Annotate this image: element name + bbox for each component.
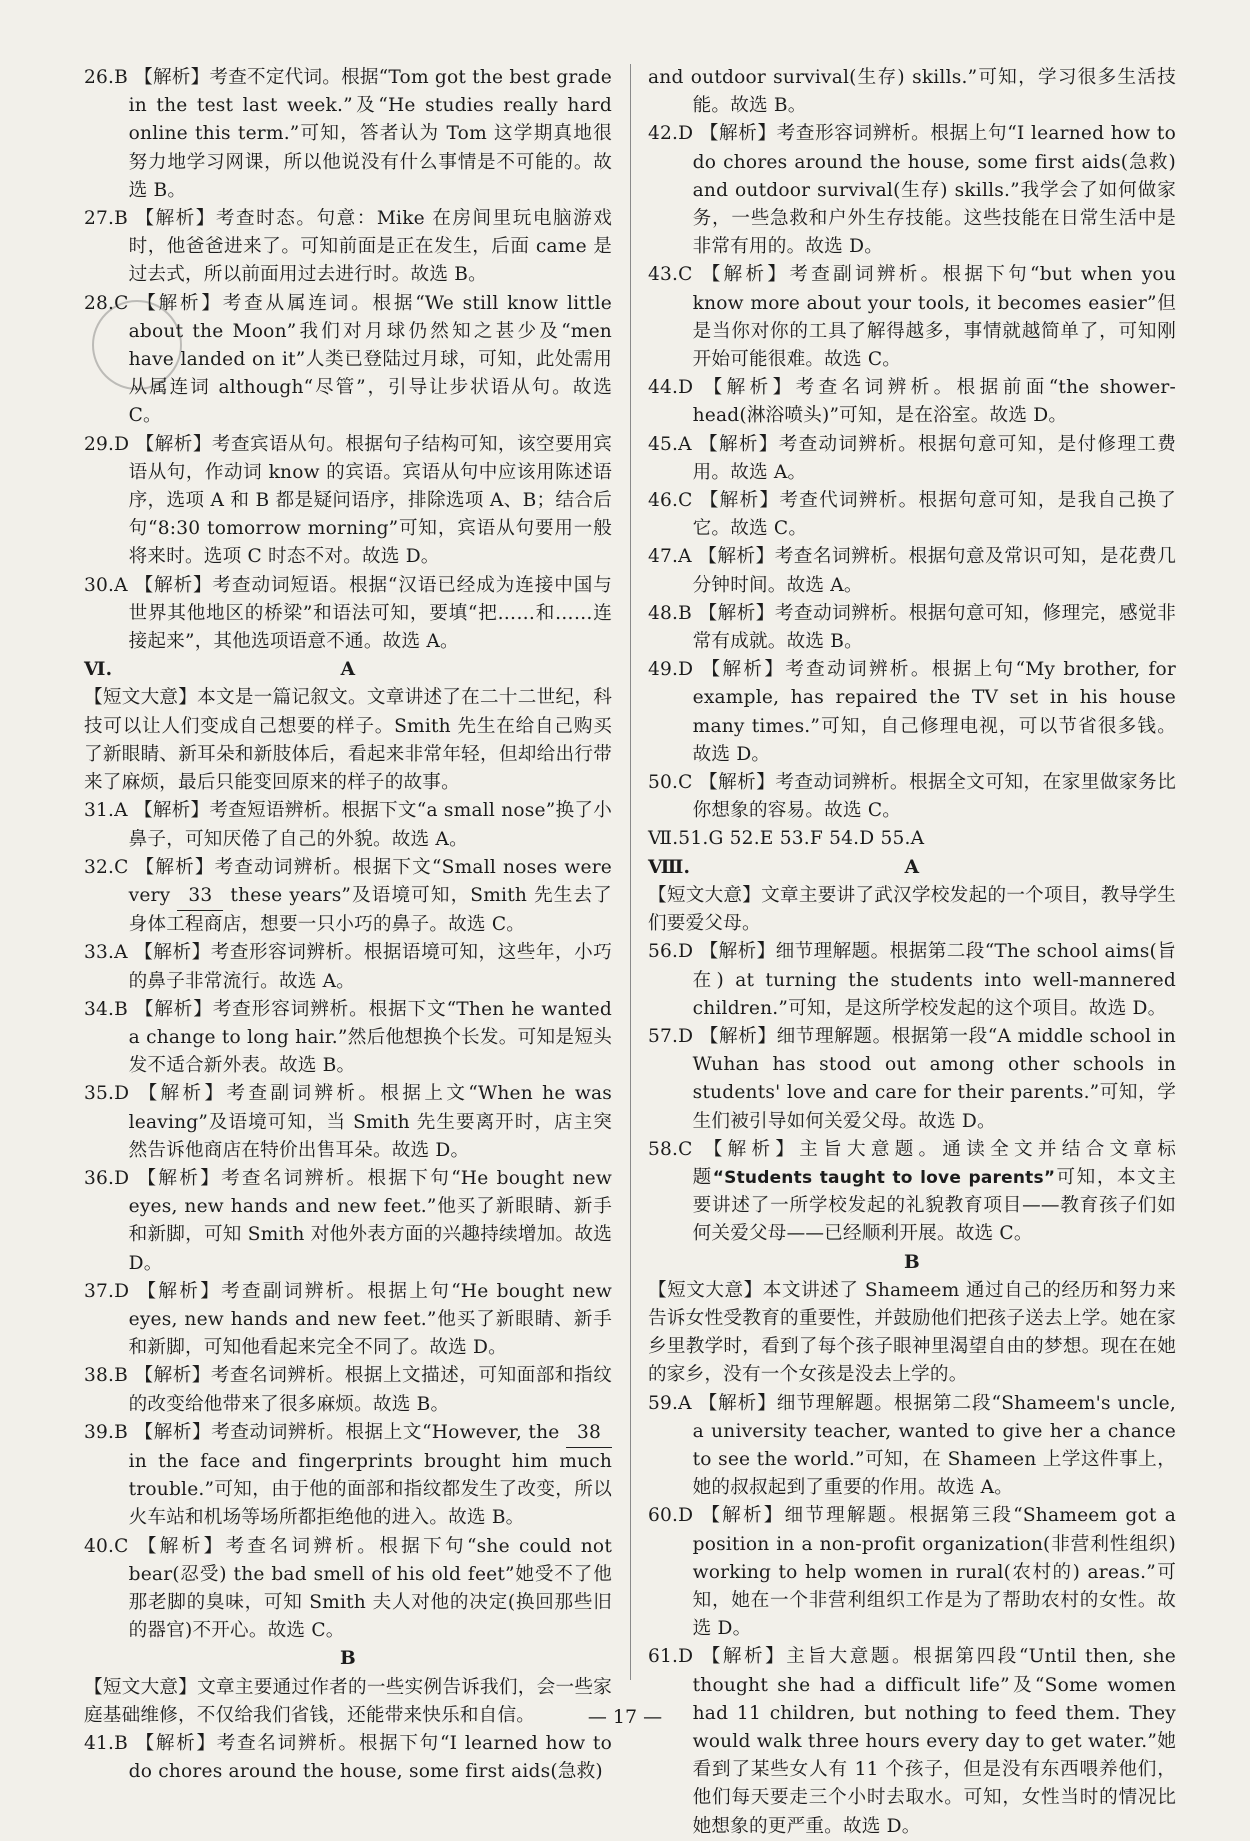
answer-39-post: in the face and fingerprints brought him much trouble.”可知，由于他的面部和指纹都发生了改变，所以火车站和机场等场所都拒绝他的进入。故选 B。 [128,1450,612,1529]
answer-28: 28.C 【解析】考查从属连词。根据“We still know little about the Moon”我们对月球仍然知之甚少及“men have landed on it”人类已登陆过月球，可知，此处需用从属连词 although“尽管”，引导让步状语从句。故选 C。 [84,292,612,427]
answer-41-continued: and outdoor survival(生存) skills.”可知，学习很多生活技能。故选 B。 [648,67,1176,117]
section-8-part-b: B [904,1251,920,1273]
answer-50: 50.C 【解析】考查动词辨析。根据全文可知，在家里做家务比你想象的容易。故选 C。 [648,772,1176,822]
answer-44: 44.D 【解析】考查名词辨析。根据前面“the shower-head(淋浴喷头)”可知，是在浴室。故选 D。 [648,377,1176,427]
page-number: — 17 — [587,1706,663,1728]
answer-26: 26.B 【解析】考查不定代词。根据“Tom got the best grade in the test last week.”及“He studies really hard online this term.”可知，答者认为 Tom 这学期真地很努力地学习网课，所以他说没有什么事情是不可能的。故选 B。 [84,67,612,201]
answer-43: 43.C 【解析】考查副词辨析。根据下句“but when you know more about your tools, it becomes easier”但是当你对你的工具了解得越多，事情就越简单了，可知刚开始可能很难。故选 C。 [648,264,1176,371]
answer-57: 57.D 【解析】细节理解题。根据第一段“A middle school in Wuhan has stood out among other schools in students' love and care for their parents.”可知，学生们被引导如何关爱父母。故选 D。 [648,1025,1176,1132]
answer-49: 49.D 【解析】考查动词辨析。根据上句“My brother, for example, has repaired the TV set in his house many times.”可知，自己修理电视，可以节省很多钱。故选 D。 [648,659,1176,765]
answer-35: 35.D 【解析】考查副词辨析。根据上文“When he was leaving”及语境可知，当 Smith 先生要离开时，店主突然告诉他商店在特价出售耳朵。故选 D。 [84,1083,612,1161]
section-8-part-a: A [904,856,920,878]
summary-8a: 【短文大意】文章主要讲了武汉学校发起的一个项目，教导学生们要爱父母。 [648,884,1176,935]
answer-39-pre: 39.B 【解析】考查动词辨析。根据上文“However, the [84,1421,560,1443]
answer-33: 33.A 【解析】考查形容词辨析。根据语境可知，这些年，小巧的鼻子非常流行。故选 A。 [84,942,612,992]
answer-58-pre: 58.C 【解析】主旨大意题。通读全文并结合文章标题 [648,1138,1176,1188]
section-8-label: Ⅷ. [648,856,691,878]
answer-38: 38.B 【解析】考查名词辨析。根据上文描述，可知面部和指纹的改变给他带来了很多麻烦。故选 B。 [84,1365,612,1415]
answer-47: 47.A 【解析】考查名词辨析。根据句意及常识可知，是花费几分钟时间。故选 A。 [648,546,1176,596]
section-6-part-a: A [340,659,356,681]
answer-39 [84,1419,612,1533]
answer-48: 48.B 【解析】考查动词辨析。根据句意可知，修理完，感觉非常有成就。故选 B。 [648,602,1176,653]
answer-30: 30.A 【解析】考查动词短语。根据“汉语已经成为连接中国与世界其他地区的桥梁”和语法可知，要填“把……和……连接起来”，其他选项语意不通。故选 A。 [84,574,612,653]
summary-6b: 【短文大意】文章主要通过作者的一些实例告诉我们，会一些家庭基础维修，不仅给我们省钱，还能带来快乐和自信。 [84,1676,612,1726]
answer-46: 46.C 【解析】考查代词辨析。根据句意可知，是我自己换了它。故选 C。 [648,490,1176,540]
section-7-answers: Ⅶ.51.G 52.E 53.F 54.D 55.A [648,828,925,850]
answer-32-post: these years”及语境可知，Smith 先生去了身体工程商店，想要一只小巧的鼻子。故选 C。 [128,884,612,936]
answer-31: 31.A 【解析】考查短语辨析。根据下文“a small nose”换了小鼻子，可知厌倦了自己的外貌。故选 A。 [84,800,612,850]
answer-60: 60.D 【解析】细节理解题。根据第三段“Shameem got a position in a non-profit organization(非营利性组织) working to help women in rural(农村的) areas.”可知，她在一个非营利组织工作是为了帮助农村的女性。故选 D。 [648,1505,1176,1640]
answer-32 [84,854,612,940]
answer-61: 61.D 【解析】主旨大意题。根据第四段“Until then, she thought she had a difficult life”及“Some women had 11 children, but nothing to feed them. They would walk three hours every day to get water.”她看到了某些女人有 11 个孩子，但是没有东西喂养他们，他们每天要走三个小时去取水。可知，女性当时的情况比她想象的更严重。故选 D。 [648,1646,1176,1837]
answer-45: 45.A 【解析】考查动词辨析。根据句意可知，是付修理工费用。故选 A。 [648,433,1176,483]
answer-58-post: 可知，本文主要讲述了一所学校发起的礼貌教育项目——教育孩子们如何关爱父母——已经顺利开展。故选 C。 [692,1166,1177,1245]
answer-34: 34.B 【解析】考查形容词辨析。根据下文“Then he wanted a change to long hair.”然后他想换个长发。可知是短头发不适合新外表。故选 B。 [84,998,612,1077]
answer-42: 42.D 【解析】考查形容词辨析。根据上句“I learned how to do chores around the house, some first aids(急救) and outdoor survival(生存) skills.”我学会了如何做家务，一些急救和户外生存技能。这些技能在日常生活中是非常有用的。故选 D。 [648,123,1176,258]
answer-27: 27.B 【解析】考查时态。句意：Mike 在房间里玩电脑游戏时，他爸爸进来了。可知前面是正在发生，后面 came 是过去式，所以前面用过去进行时。故选 B。 [84,208,612,286]
answer-40: 40.C 【解析】考查名词辨析。根据下句“she could not bear(忍受) the bad smell of his old feet”她受不了他那老脚的臭味，可知 Smith 夫人对他的决定(换回那些旧的器官)不开心。故选 C。 [84,1535,612,1642]
left-column [84,64,612,1786]
answer-56: 56.D 【解析】细节理解题。根据第二段“The school aims(旨在) at turning the students into well-mannered children.”可知，是这所学校发起的这个项目。故选 D。 [648,941,1176,1019]
answer-29: 29.D 【解析】考查宾语从句。根据句子结构可知，该空要用宾语从句，作动词 know 的宾语。宾语从句中应该用陈述语序，选项 A 和 B 都是疑问语序，排除选项 A、B；结合后句“8:30 tomorrow morning”可知，宾语从句要用一般将来时。选项 C 时态不对。故选 D。 [84,433,612,568]
section-6-part-b: B [340,1648,356,1670]
section-6-label: Ⅵ. [84,659,113,681]
summary-8b: 【短文大意】本文讲述了 Shameem 通过自己的经历和努力来告诉女性受教育的重要性，并鼓励他们把孩子送去上学。她在家乡里教学时，看到了每个孩子眼神里渴望自由的梦想。现在在她的家乡，没有一个女孩是没去上学的。 [648,1279,1176,1386]
answer-32-pre: 32.C 【解析】考查动词辨析。根据下文“Small noses were very [84,856,612,906]
article-title: “Students taught to love parents” [712,1167,1056,1188]
answer-36: 36.D 【解析】考查名词辨析。根据下句“He bought new eyes, new hands and new feet.”他买了新眼睛、新手和新脚，可知 Smith 对他外表方面的兴趣持续增加。故选 D。 [84,1167,612,1274]
answer-59: 59.A 【解析】细节理解题。根据第二段“Shameem's uncle, a university teacher, wanted to give her a chance to see the world.”可知，在 Shameen 上学这件事上，她的叔叔起到了重要的作用。故选 A。 [648,1392,1176,1499]
answer-58 [648,1136,1176,1249]
answer-39-blank: 38 [566,1419,612,1448]
column-divider [630,64,631,1680]
summary-6a: 【短文大意】本文是一篇记叙文。文章讲述了在二十二世纪，科技可以让人们变成自己想要的样子。Smith 先生在给自己购买了新眼睛、新耳朵和新肢体后，看起来非常年轻，但却给出行带来了麻烦，最后只能变回原来的样子的故事。 [84,687,612,794]
answer-41: 41.B 【解析】考查名词辨析。根据下句“I learned how to do chores around the house, some first aids(急救) [84,1733,612,1783]
answer-32-blank: 33 [177,882,223,911]
answer-37: 37.D 【解析】考查副词辨析。根据上句“He bought new eyes, new hands and new feet.”他买了新眼睛、新手和新脚，可知他看起来完全不同了。故选 D。 [84,1280,612,1359]
right-column [648,64,1176,1841]
